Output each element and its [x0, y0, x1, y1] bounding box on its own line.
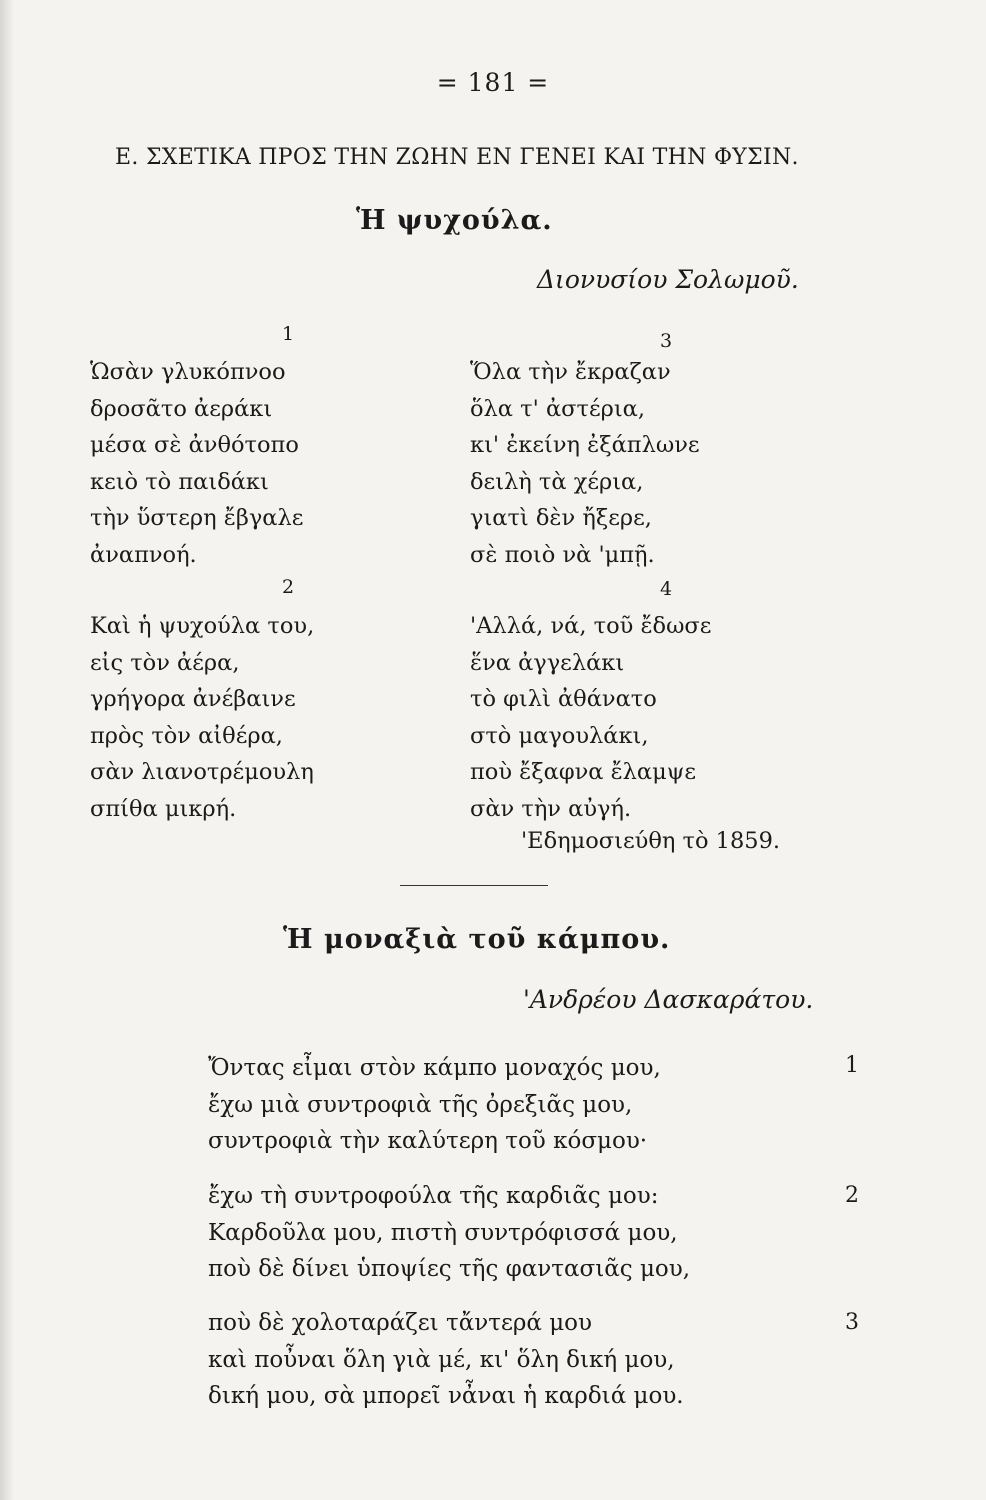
poem2-title: Ἡ μοναξιὰ τοῦ κάμπου. [283, 924, 671, 955]
verse-line: τὴν ὕστερη ἔβγαλε [90, 505, 304, 531]
verse-line: ποὺ ἔξαφνα ἔλαμψε [470, 759, 697, 785]
publication-note: 'Εδημοσιεύθη τὸ 1859. [521, 828, 781, 854]
verse-line: γιατὶ δὲν ἤξερε, [470, 505, 652, 531]
verse-line: στὸ μαγουλάκι, [470, 722, 649, 749]
poem2-author: 'Ανδρέου Δασκαράτου. [523, 985, 814, 1014]
verse-line: δειλὴ τὰ χέρια, [470, 468, 644, 495]
poem2-stanza-1 [208, 1050, 661, 1160]
poem1-author: Διονυσίου Σολωμοῦ. [537, 265, 799, 294]
stanza-number: 2 [282, 576, 295, 598]
verse-line: Καρδοῦλα μου, πιστὴ συντρόφισσά μου, [208, 1219, 678, 1246]
page-number: = 181 = [436, 68, 550, 97]
verse-line: ποὺ δὲ χολοταράζει τἄντερά μου [208, 1310, 593, 1336]
verse-line: σὰν τὴν αὐγή. [470, 795, 632, 822]
poem2-stanza-2 [208, 1178, 690, 1288]
section-heading: Ε. ΣΧΕΤΙΚΑ ΠΡΟΣ ΤΗΝ ΖΩΗΝ ΕΝ ΓΕΝΕΙ ΚΑΙ ΤΗΝ ΦΥΣΙΝ. [115, 145, 799, 170]
verse-line: 'Αλλά, νά, τοῦ ἔδωσε [470, 613, 712, 639]
verse-line: Ὅλα τὴν ἔκραζαν [470, 359, 671, 385]
verse-line: μέσα σὲ ἀνθότοπο [90, 432, 299, 458]
stanza-number: 1 [845, 1053, 859, 1078]
verse-line: γρήγορα ἀνέβαινε [90, 686, 296, 712]
verse-line: ἕνα ἀγγελάκι [470, 649, 625, 676]
poem2-stanza-3 [208, 1305, 684, 1415]
page-edge-shadow [0, 0, 14, 1500]
verse-line: ἔχω μιὰ συντροφιὰ τῆς ὀρεξιᾶς μου, [208, 1091, 633, 1118]
poem1-stanza-4 [470, 608, 711, 827]
verse-line: συντροφιὰ τὴν καλύτερη τοῦ κόσμου· [208, 1128, 648, 1154]
verse-line: τὸ φιλὶ ἀθάνατο [470, 686, 657, 712]
verse-line: Καὶ ἡ ψυχούλα του, [90, 613, 315, 639]
stanza-number: 4 [660, 578, 673, 600]
verse-line: σὲ ποιὸ νὰ 'μπῇ. [470, 541, 655, 568]
poem1-stanza-3 [470, 354, 700, 573]
poem1-stanza-1 [90, 354, 303, 573]
verse-line: Ὄντας εἶμαι στὸν κάμπο μοναχός μου, [208, 1055, 661, 1081]
poem1-stanza-2 [90, 608, 314, 827]
verse-line: κι' ἐκείνη ἐξάπλωνε [470, 432, 700, 458]
poem1-title: Ἡ ψυχούλα. [356, 205, 553, 236]
stanza-number: 2 [845, 1183, 859, 1208]
verse-line: ὅλα τ' ἀστέρια, [470, 395, 645, 422]
verse-line: σὰν λιανοτρέμουλη [90, 759, 314, 785]
verse-line: ποὺ δὲ δίνει ὑποψίες τῆς φαντασιᾶς μου, [208, 1256, 691, 1282]
verse-line: ἔχω τὴ συντροφούλα τῆς καρδιᾶς μου: [208, 1183, 659, 1209]
stanza-number: 3 [845, 1310, 859, 1335]
verse-line: ἀναπνοή. [90, 541, 197, 568]
verse-line: καὶ ποὖναι ὅλη γιὰ μέ, κι' ὅλη δική μου, [208, 1346, 675, 1373]
divider-rule [400, 885, 548, 886]
stanza-number: 1 [282, 323, 295, 345]
verse-line: κειὸ τὸ παιδάκι [90, 468, 269, 495]
verse-line: δροσᾶτο ἀεράκι [90, 395, 273, 422]
verse-line: σπίθα μικρή. [90, 795, 237, 822]
stanza-number: 3 [660, 330, 673, 352]
verse-line: εἰς τὸν ἀέρα, [90, 649, 240, 676]
verse-line: πρὸς τὸν αἰθέρα, [90, 722, 283, 749]
verse-line: Ὡσὰν γλυκόπνοο [90, 359, 286, 385]
verse-line: δική μου, σὰ μπορεῖ νἆναι ἡ καρδιά μου. [208, 1383, 684, 1409]
